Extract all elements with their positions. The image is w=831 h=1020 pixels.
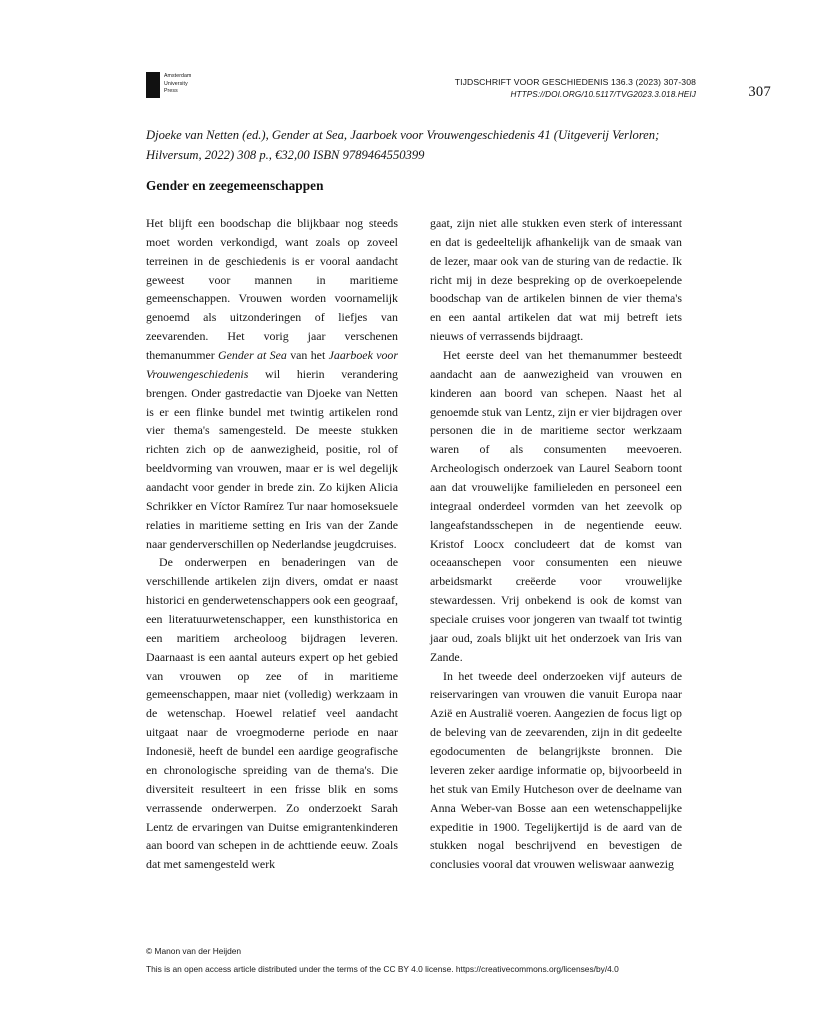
logo-mark-icon (146, 72, 160, 98)
paragraph: In het tweede deel onderzoeken vijf auteurs de reiservaringen van vrouwen die vanuit Europa naar Azië en Australië voeren. Aangezien de focus ligt op de beleving van de zeevarenden, zijn in dit gedeelte egodocumenten de belangrijkste bronnen. Die leveren zeker aardige informatie op, bijvoorbeeld in het stuk van Emily Hutcheson over de deelname van Anna Weber-van Bosse aan een wetenschappelijke expeditie in 1900. Tegelijkertijd is de aard van de stukken nogal beschrijvend en bevestigen de conclusies vooral dat vrouwen weliswaar aanwezig (430, 668, 682, 872)
body-columns (146, 214, 682, 914)
header-meta (455, 76, 696, 102)
publisher-name: Amsterdam University Press (164, 73, 192, 95)
license-line: This is an open access article distributed under the terms of the CC BY 4.0 license. https://creativecommons.org/licenses/by/4.0 (146, 963, 619, 974)
page-number: 307 (748, 84, 771, 100)
book-citation: Djoeke van Netten (ed.), Gender at Sea, Jaarboek voor Vrouwengeschiedenis 41 (Uitgeverij Verloren; Hilversum, 2022) 308 p., €32,00 ISBN 9789464550399 (146, 128, 660, 162)
publisher-logo (146, 72, 204, 104)
page-header (146, 72, 771, 114)
column-right (430, 214, 682, 914)
paragraph: De onderwerpen en benaderingen van de verschillende artikelen zijn divers, omdat er naast historici en genderwetenschappers ook een geograaf, een literatuurwetenschapper, een kunsthistorica en een maritiem archeoloog bijdragen leveren. Daarnaast is een aantal auteurs expert op het gebied van vrouwen op zee of in maritieme gemeenschappen, maar niet (volledig) werkzaam in de wetenschap. Hoewel relatief veel aandacht uitgaat naar de vroegmoderne periode en naar Indonesië, heeft de bundel een aardige geografische en chronologische spreiding van de thema's. Die diversiteit resulteert in een frisse blik en soms verrassende onderwerpen. Zo onderzoekt Sarah Lentz de ervaringen van Duitse emigrantenkinderen aan boord van schepen in de achttiende eeuw. Zoals dat met samengesteld werk (146, 555, 398, 872)
copyright-line: © Manon van der Heijden (146, 946, 242, 956)
column-left (146, 214, 398, 914)
paragraph: Het eerste deel van het themanummer besteedt aandacht aan de aanwezigheid van vrouwen en kinderen aan boord van schepen. Naast het al genoemde stuk van Lentz, zijn er vier bijdragen over personen die in de maritieme sector werkzaam waren of als consumenten meevoeren. Archeologisch onderzoek van Laurel Seaborn toont aan dat vrouwelijke familieleden en personeel een integraal onderdeel vormden van het zeevolk op langeafstandsschepen in de negentiende eeuw. Kristof Loocx concludeert dat de komst van oceaanschepen voor consumenten een nieuwe arbeidsmarkt creëerde voor vrouwelijke stewardessen. Vrij onbekend is ook de komst van speciale cruises voor jongeren van twaalf tot twintig jaar oud, zoals blijkt uit het onderzoek van Iris van Zande. (430, 348, 682, 664)
paragraph: Het blijft een boodschap die blijkbaar nog steeds moet worden verkondigd, want zoals op zoveel terreinen in de geschiedenis is er vooral aandacht geweest voor mannen in maritieme gemeenschappen. Vrouwen worden voornamelijk genoemd als uitzonderingen of liefjes van zeevarenden. Het vorig jaar verschenen themanummer Gender at Sea van het Jaarboek voor Vrouwengeschiedenis wil hierin verandering brengen. Onder gastredactie van Djoeke van Netten is er een flinke bundel met twintig artikelen rond vier thema's samengesteld. De meeste stukken richten zich op de aanwezigheid, positie, rol of beeldvorming van vrouwen, maar er is wel degelijk aandacht voor gender in brede zin. Zo kijken Alicia Schrikker en Víctor Ramírez Tur naar homoseksuele relaties in maritieme setting en Iris van der Zande naar genderverschillen op Nederlandse jeugdcruises. (146, 216, 399, 551)
paragraph: gaat, zijn niet alle stukken even sterk of interessant en dat is gedeeltelijk afhankelijk van de smaak van de lezer, maar ook van de sturing van de redactie. Ik richt mij in deze bespreking op de overkoepelende boodschap van de artikelen binnen de vier thema's en een aantal artikelen dat wat mij betreft iets nieuws of verrassends bijdraagt. (430, 216, 682, 344)
page-footer (146, 944, 706, 977)
doi-line: HTTPS://DOI.ORG/10.5117/TVG2023.3.018.HEIJ (510, 90, 696, 100)
page-title: Gender en zeegemeenschappen (146, 178, 324, 193)
journal-citation-line: TIJDSCHRIFT VOOR GESCHIEDENIS 136.3 (2023) 307-308 (454, 77, 696, 87)
